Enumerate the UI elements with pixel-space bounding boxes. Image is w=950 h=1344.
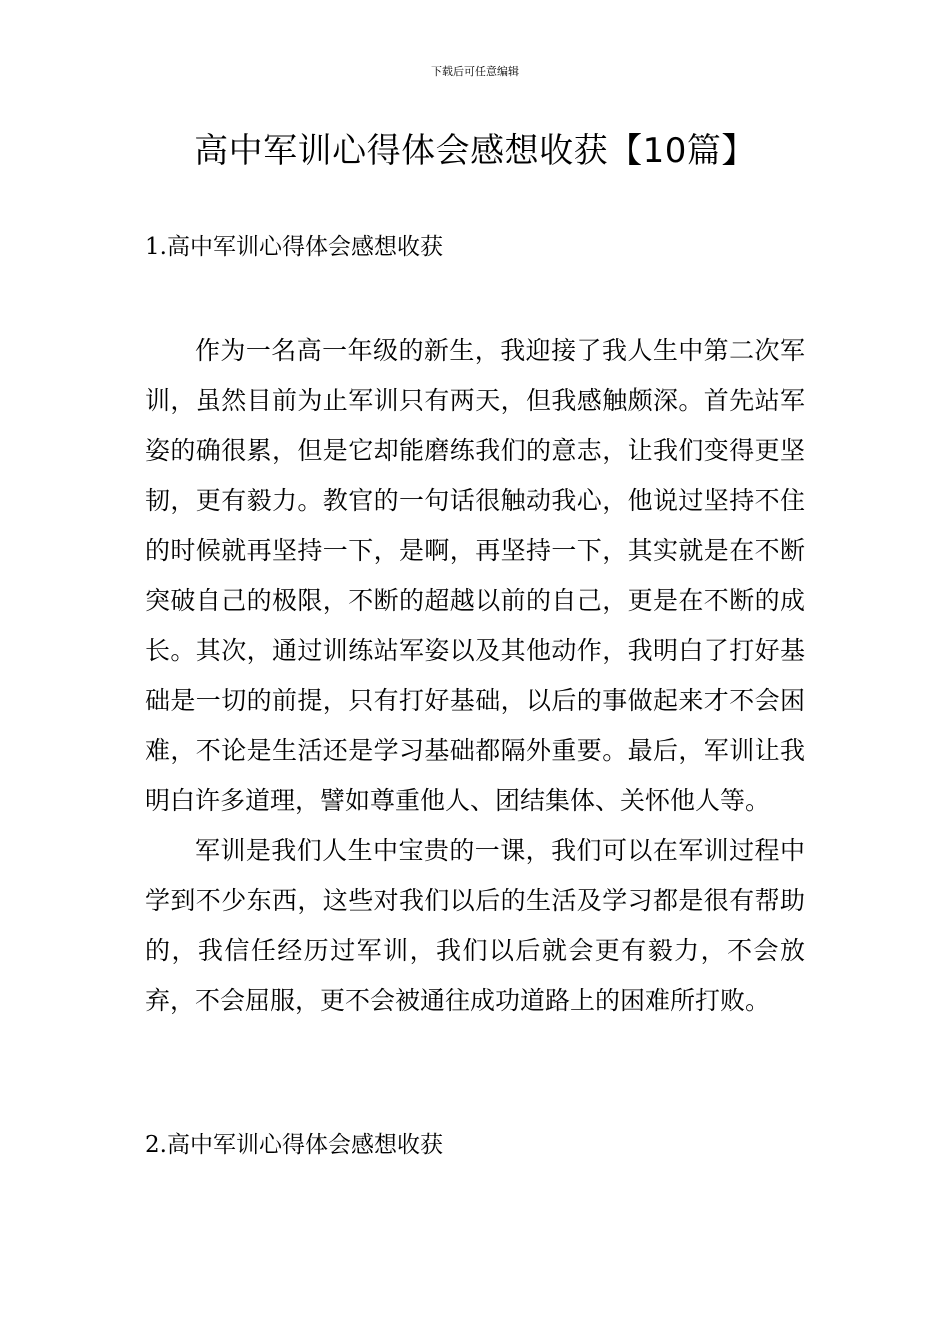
section-1-body (145, 326, 805, 1026)
paragraph: 作为一名高一年级的新生，我迎接了我人生中第二次军训，虽然目前为止军训只有两天，但我感触颇深。首先站军姿的确很累，但是它却能磨练我们的意志，让我们变得更坚韧，更有毅力。教官的一句话很触动我心，他说过坚持不住的时候就再坚持一下，是啊，再坚持一下，其实就是在不断突破自己的极限，不断的超越以前的自己，更是在不断的成长。其次，通过训练站军姿以及其他动作，我明白了打好基础是一切的前提，只有打好基础，以后的事做起来才不会困难，不论是生活还是学习基础都隔外重要。最后，军训让我明白许多道理，譬如尊重他人、团结集体、关怀他人等。 (145, 336, 805, 815)
header-note: 下载后可任意编辑 (431, 65, 519, 78)
section-heading-2: 2.高中军训心得体会感想收获 (145, 1132, 443, 1158)
section-heading-1: 1.高中军训心得体会感想收获 (145, 234, 443, 260)
document-title: 高中军训心得体会感想收获【10篇】 (194, 131, 756, 171)
paragraph: 军训是我们人生中宝贵的一课，我们可以在军训过程中学到不少东西，这些对我们以后的生活及学习都是很有帮助的，我信任经历过军训，我们以后就会更有毅力，不会放弃，不会屈服，更不会被通往成功道路上的困难所打败。 (145, 836, 805, 1015)
